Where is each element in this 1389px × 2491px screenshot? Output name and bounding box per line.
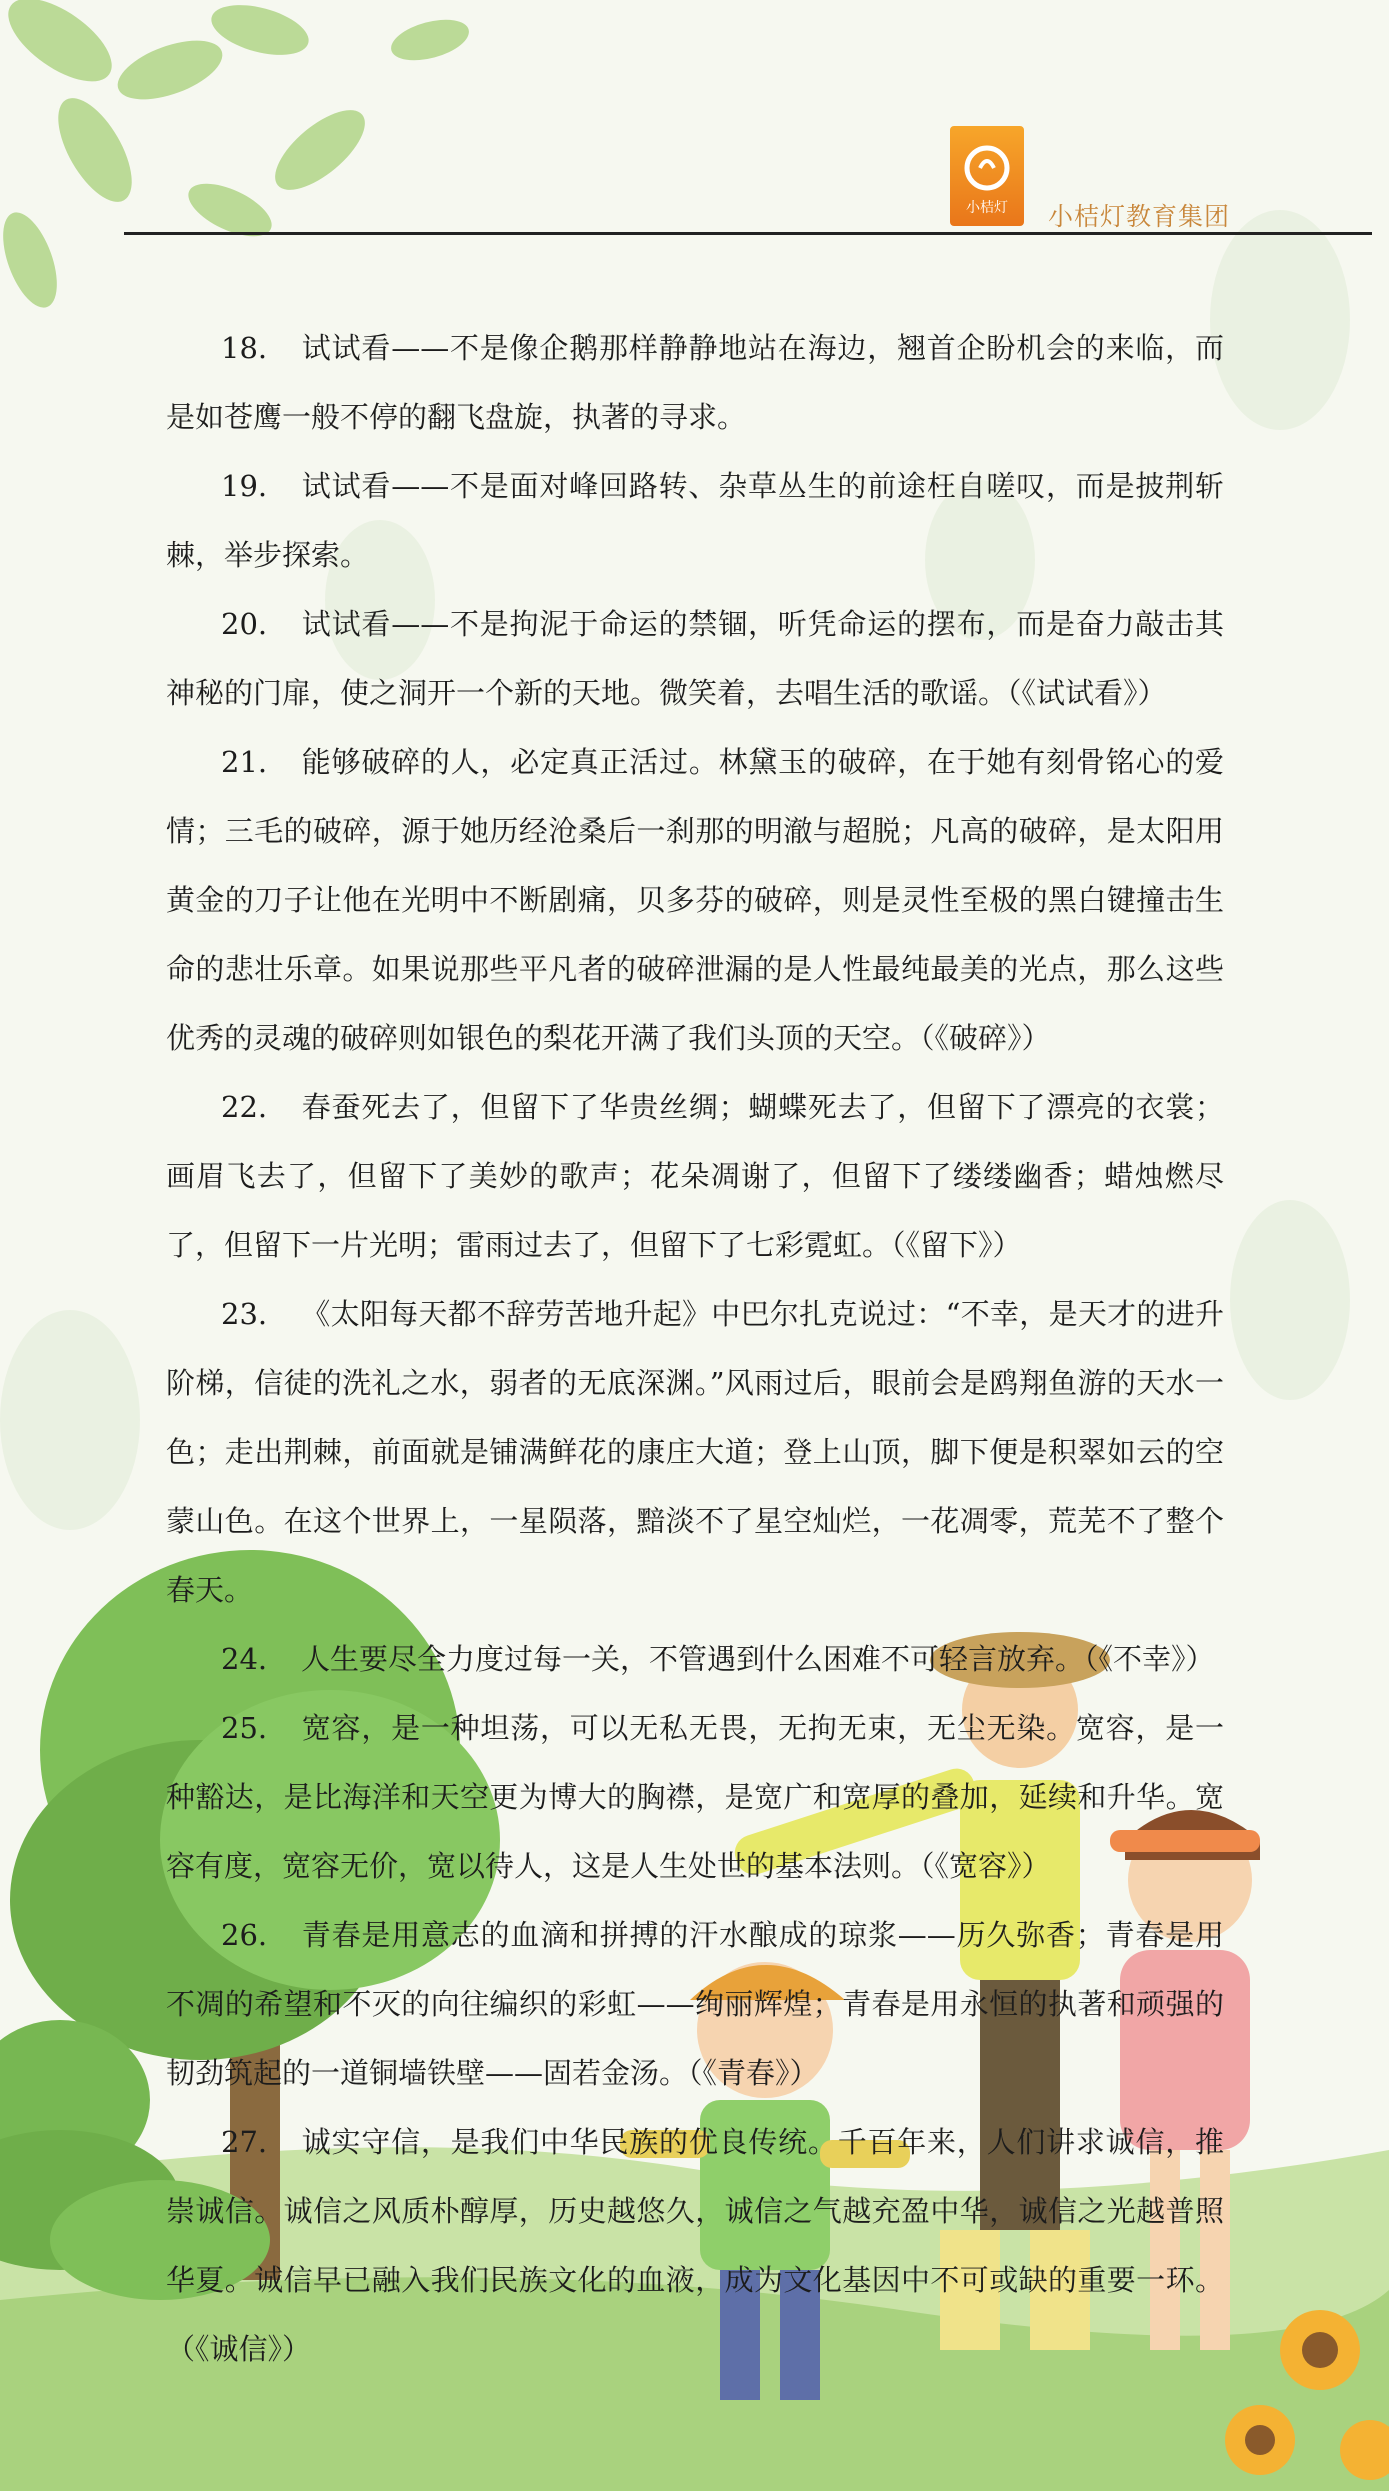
header-divider (124, 232, 1372, 235)
paragraph: 22. 春蚕死去了，但留下了华贵丝绸；蝴蝶死去了，但留下了漂亮的衣裳；画眉飞去了，但留下了美妙的歌声；花朵凋谢了，但留下了缕缕幽香；蜡烛燃尽了，但留下一片光明；雷雨过去了，但留下了七彩霓虹。（《留下》） (166, 1090, 1224, 1262)
paragraph: 24. 人生要尽全力度过每一关，不管遇到什么困难不可轻言放弃。（《不幸》） (221, 1642, 1215, 1676)
paragraph: 19. 试试看——不是面对峰回路转、杂草丛生的前途枉自嗟叹，而是披荆斩棘，举步探索。 (166, 469, 1224, 572)
logo-text: 小桔灯 (966, 200, 1008, 216)
paragraph: 26. 青春是用意志的血滴和拼搏的汗水酿成的琼浆——历久弥香；青春是用不凋的希望和不灭的向往编织的彩虹——绚丽辉煌；青春是用永恒的执著和顽强的韧劲筑起的一道铜墙铁壁——固若金汤。（《青春》） (166, 1918, 1224, 2090)
paragraph: 18. 试试看——不是像企鹅那样静静地站在海边，翘首企盼机会的来临，而是如苍鹰一般不停的翻飞盘旋，执著的寻求。 (166, 331, 1224, 434)
paragraph: 25. 宽容，是一种坦荡，可以无私无畏，无拘无束，无尘无染。宽容，是一种豁达，是比海洋和天空更为博大的胸襟，是宽广和宽厚的叠加，延续和升华。宽容有度，宽容无价，宽以待人，这是人生处世的基本法则。（《宽容》） (166, 1711, 1224, 1883)
paragraph: 20. 试试看——不是拘泥于命运的禁锢，听凭命运的摆布，而是奋力敲击其神秘的门扉，使之洞开一个新的天地。微笑着，去唱生活的歌谣。（《试试看》） (166, 607, 1224, 710)
document-body (166, 314, 1224, 2384)
paragraph: 23. 《太阳每天都不辞劳苦地升起》中巴尔扎克说过：“不幸，是天才的进升阶梯，信徒的洗礼之水，弱者的无底深渊。”风雨过后，眼前会是鸥翔鱼游的天水一色；走出荆棘，前面就是铺满鲜花的康庄大道；登上山顶，脚下便是积翠如云的空蒙山色。在这个世界上，一星陨落，黯淡不了星空灿烂，一花凋零，荒芜不了整个春天。 (166, 1297, 1224, 1607)
paragraph: 27. 诚实守信，是我们中华民族的优良传统。千百年来，人们讲求诚信，推崇诚信。诚信之风质朴醇厚，历史越悠久，诚信之气越充盈中华，诚信之光越普照华夏。诚信早已融入我们民族文化的血液，成为文化基因中不可或缺的重要一环。（《诚信》） (166, 2125, 1224, 2366)
lamp-icon (950, 126, 1024, 226)
brand-name: 小桔灯教育集团 (1048, 202, 1231, 231)
brand-logo (950, 126, 1024, 226)
paragraph: 21. 能够破碎的人，必定真正活过。林黛玉的破碎，在于她有刻骨铭心的爱情；三毛的破碎，源于她历经沧桑后一刹那的明澈与超脱；凡高的破碎，是太阳用黄金的刀子让他在光明中不断剧痛，贝多芬的破碎，则是灵性至极的黑白键撞击生命的悲壮乐章。如果说那些平凡者的破碎泄漏的是人性最纯最美的光点，那么这些优秀的灵魂的破碎则如银色的梨花开满了我们头顶的天空。（《破碎》） (166, 745, 1224, 1055)
